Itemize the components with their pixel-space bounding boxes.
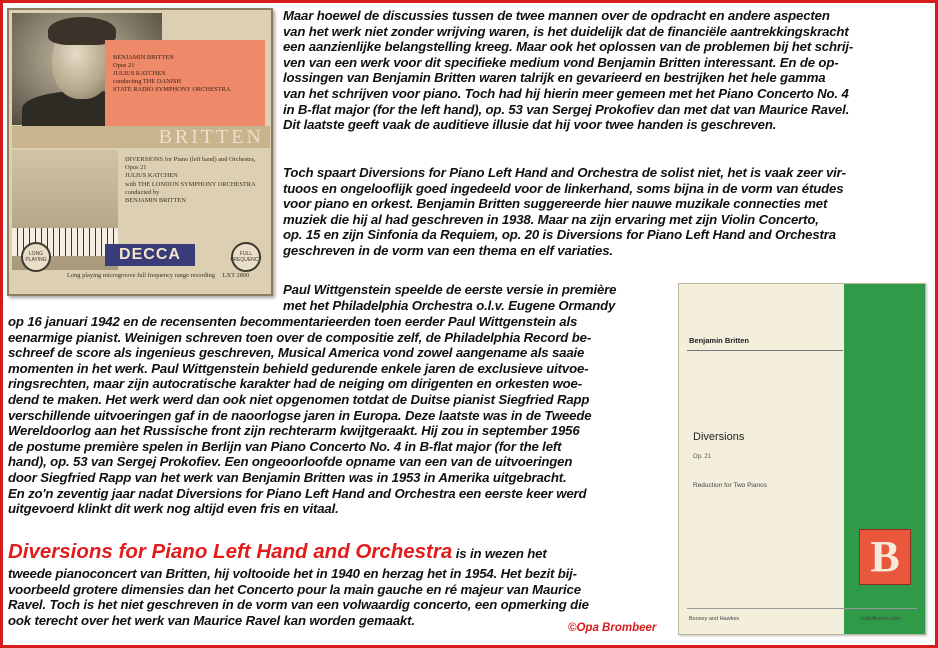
score-title: Diversions	[693, 431, 745, 443]
lp-details: DIVERSIONS for Piano (left hand) and Orchestra, Opus 21 JULIUS KATCHEN with THE LONDON SYMPHONY ORCHESTRA conducted by BENJAMIN BRITTEN	[125, 156, 256, 205]
signature: ©Opa Brombeer	[568, 622, 657, 634]
score-website: hallofbooks.com	[861, 616, 901, 622]
score-composer: Benjamin Britten	[689, 336, 750, 345]
paragraph-4: tweede pianoconcert van Britten, hij voltooide het in 1940 en herzag het in 1954. Het bezit bij- voorbeeld grotere dimensies dan het Concerto pour la main gauche en ré majeur van Maurice Ravel. Toch is het niet geschreven in de vorm van een volwaardig concerto, een opmerking die ook terecht over het werk van Maurice Ravel kan worden gemaakt.	[8, 566, 589, 628]
boosey-hawkes-logo: B	[859, 529, 911, 585]
long-playing-badge: LONG PLAYING	[21, 242, 51, 272]
lp-name-band: BRITTEN	[12, 126, 270, 148]
paragraph-3: op 16 januari 1942 en de recensenten becommentarieerden toen eerder Paul Wittgenstein als eenarmige pianist. Weinigen schreven toen over de compositie zelf, de Philadelphia Record be- schreef de score als ingenieus geschreven, Musical America vond zowel aangename als saaie momenten in het werk. Paul Wittgenstein behield gedurende enkele jaren de exclusieve uitvoe- ringsrechten, maar zijn autocratische karakter had de neiging om dirigenten en orkesten woe- dend te maken. Het werk werd dan ook niet opgenomen totdat de Duitse pianist Siegfried Rapp verschillende uitvoeringen gaf in de naoorlogse jaren in Europa. Deze laatste was in de Tweede Wereldoorlog aan het Russische front zijn rechterarm kwijtgeraakt. Hij zou in september 1956 de postume première spelen in Berlijn van Piano Concerto No. 4 in B-flat major (for the left hand), op. 53 van Sergej Prokofiev. Een ongeoorloofde opname van een van de uitvoeringen door Siegfried Rapp van het werk van Benjamin Britten was in 1953 in Amerika uitgebracht. En zo'n zeventig jaar nadat Diversions for Piano Left Hand and Orchestra een eerste keer werd uitgevoerd klinkt dit werk nog altijd even fris en vitaal.	[8, 314, 592, 517]
paragraph-2: Toch spaart Diversions for Piano Left Hand and Orchestra de solist niet, het is vaak zeer vir- tuoos en ongelooflijk goed ingedeeld voor de linkerhand, soms bijna in de vorm van études voor piano en orkest. Benjamin Britten suggereerde hier nauwe muzikale connecties met muziek die hij al had geschreven in 1938. Maar na zijn ervaring met zijn Violin Concerto, op. 15 en zijn Sinfonia da Requiem, op. 20 is Diversions for Piano Left Hand and Orchestra geschreven in de vorm van een thema en elf variaties.	[283, 165, 846, 258]
score-opus: Op. 21	[693, 454, 712, 460]
paragraph-4-first: is in wezen het	[452, 546, 547, 561]
full-frequency-badge: FULL FREQUENCY	[231, 242, 261, 272]
decca-logo: DECCA	[105, 244, 195, 266]
lp-footer: Long playing microgroove full frequency range recording LXT 2800	[67, 272, 250, 279]
lp-cover-image	[7, 8, 273, 296]
paragraph-3-intro: Paul Wittgenstein speelde de eerste versie in première met het Philadelphia Orchestra o.l.v. Eugene Ormandy	[283, 282, 617, 313]
score-publisher: Boosey and Hawkes	[689, 616, 740, 622]
paragraph-1: Maar hoewel de discussies tussen de twee mannen over de opdracht en andere aspecten van het werk niet zonder wrijving waren, is het duidelijk dat de financiële aantrekkingskracht een aanzienlijke belangstelling kreeg. Maar ook het oplossen van de problemen bij het schrij- ven van een werk voor dit specifieke medium vond Benjamin Britten interessant. En de op- lossingen van Benjamin Britten waren talrijk en gevarieerd en bestrijken het hele gamma van het schrijven voor piano. Toch had hij hierin meer gemeen met het Piano Concerto No. 4 in B-flat major (for the left hand), op. 53 van Sergej Prokofiev dan met dat van Maurice Ravel. Dit laatste geeft vaak de auditieve illusie dat hij voor twee handen is geschreven.	[283, 8, 854, 133]
lp-title-panel: BENJAMIN BRITTEN Opus 21 JULIUS KATCHEN conducting THE DANISH STATE RADIO SYMPHONY ORCHESTRA	[105, 40, 265, 126]
work-title-heading: Diversions for Piano Left Hand and Orchestra is in wezen het	[8, 540, 547, 563]
score-subtitle: Reduction for Two Pianos	[693, 482, 767, 489]
score-cover-image	[678, 283, 926, 635]
